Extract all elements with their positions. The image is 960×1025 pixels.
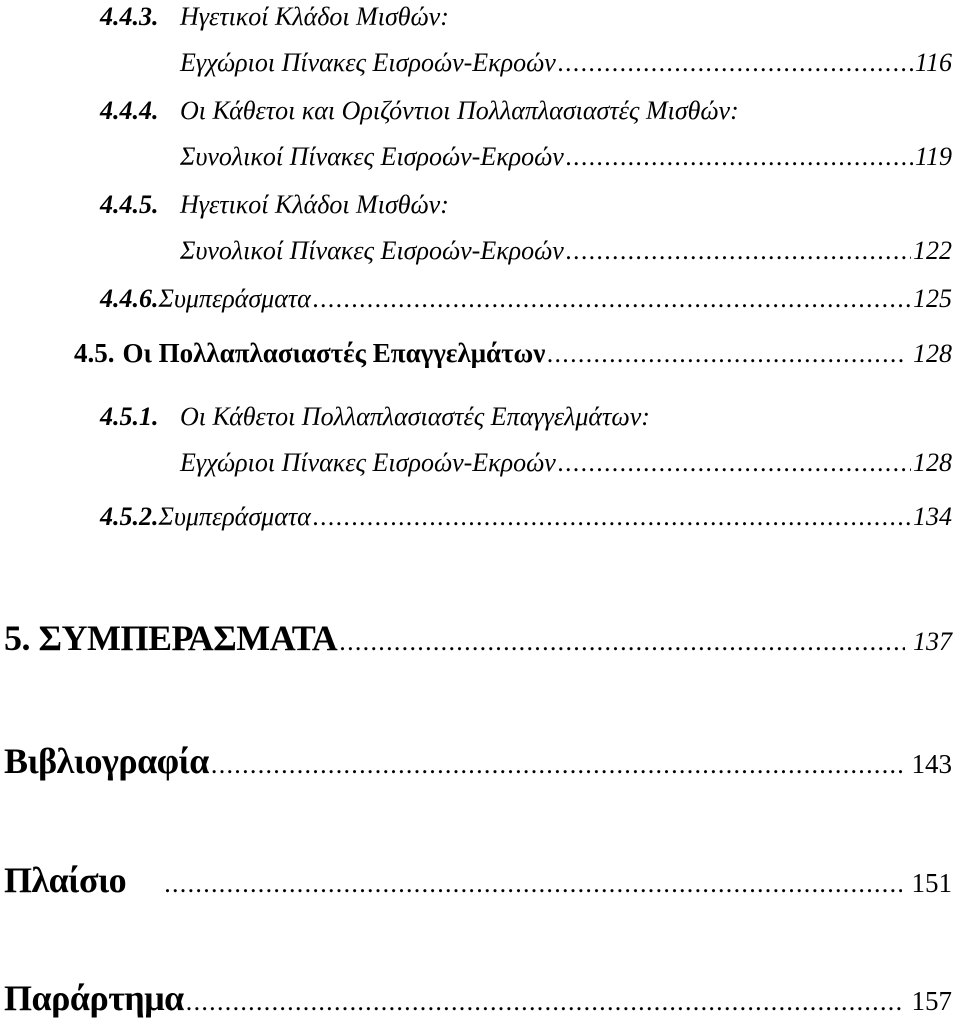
toc-entry-title: Συμπεράσματα [158, 284, 311, 313]
toc-entry-page: 125 [913, 284, 952, 313]
toc-entry-page: 157 [911, 986, 952, 1016]
dot-leader [162, 871, 901, 897]
toc-entry-title: Ηγετικοί Κλάδοι Μισθών: [180, 190, 449, 219]
toc-entry-4-5-2[interactable] [100, 504, 952, 530]
toc-entry-page: 134 [913, 502, 952, 531]
toc-entry-page: 122 [913, 236, 952, 265]
dot-leader [337, 629, 905, 655]
toc-entry-title: Ηγετικοί Κλάδοι Μισθών: [180, 2, 449, 31]
toc-entry-4-4-4-line2[interactable] [180, 144, 952, 170]
toc-entry-title: Οι Κάθετοι και Οριζόντιοι Πολλαπλασιαστές Μισθών: [180, 96, 739, 125]
toc-entry-chapter-5[interactable] [4, 620, 952, 656]
toc-entry-title: Εγχώριοι Πίνακες Εισροών-Εκροών [180, 448, 556, 477]
toc-entry-title: Οι Κάθετοι Πολλαπλασιαστές Επαγγελμάτων: [180, 402, 650, 431]
toc-entry-number: 4.4.6. [100, 284, 159, 313]
toc-entry-title: 5. ΣΥΜΠΕΡΑΣΜΑΤΑ [4, 618, 338, 658]
dot-leader [564, 238, 911, 264]
toc-entry-number: 4.4.4. [100, 96, 159, 125]
toc-entry-page: 116 [914, 48, 952, 77]
toc-entry-title: Βιβλιογραφία [4, 741, 209, 781]
dot-leader [556, 50, 913, 76]
dot-leader [564, 144, 913, 170]
toc-entry-title: Εγχώριοι Πίνακες Εισροών-Εκροών [180, 48, 556, 77]
toc-entry-4-4-3-line2[interactable] [180, 50, 952, 76]
toc-entry-4-5[interactable] [74, 340, 952, 367]
toc-entry-4-5-1-line2[interactable] [180, 450, 952, 476]
toc-entry-title: Συνολικοί Πίνακες Εισροών-Εκροών [180, 236, 564, 265]
toc-entry-number: 4.4.5. [100, 190, 159, 219]
toc-entry-number: 4.5.2. [100, 502, 159, 531]
toc-entry-number: 4.5.1. [100, 402, 159, 431]
toc-entry-title: Πλαίσιο [4, 860, 127, 900]
toc-entry-page: 137 [913, 627, 952, 656]
toc-entry-page: 128 [913, 448, 952, 477]
toc-entry-number: 4.4.3. [100, 2, 159, 31]
toc-entry-number: 4.5. [74, 338, 115, 368]
dot-leader [184, 989, 902, 1015]
toc-entry-title: Οι Πολλαπλασιαστές Επαγγελμάτων [122, 338, 546, 368]
toc-entry-title: Συμπεράσματα [158, 502, 311, 531]
toc-entry-page: 119 [914, 142, 952, 171]
dot-leader [311, 286, 911, 312]
toc-entry-appendix[interactable] [4, 980, 952, 1016]
toc-entry-4-4-4-line1[interactable] [100, 98, 952, 124]
toc-entry-plaisio[interactable] [4, 862, 952, 898]
dot-leader [556, 450, 911, 476]
toc-entry-4-4-6[interactable] [100, 286, 952, 312]
toc-entry-title: Συνολικοί Πίνακες Εισροών-Εκροών [180, 142, 564, 171]
toc-entry-title: Παράρτημα [4, 978, 184, 1018]
toc-entry-bibliography[interactable] [4, 743, 952, 779]
toc-entry-page: 128 [913, 339, 952, 368]
toc-entry-4-4-5-line2[interactable] [180, 238, 952, 264]
dot-leader [545, 341, 905, 367]
toc-entry-4-4-5-line1[interactable] [100, 192, 952, 218]
toc-entry-page: 151 [911, 868, 952, 898]
dot-leader [209, 752, 902, 778]
toc-entry-4-4-3-line1[interactable] [100, 4, 952, 30]
toc-entry-4-5-1-line1[interactable] [100, 404, 952, 430]
dot-leader [311, 504, 911, 530]
toc-entry-page: 143 [911, 749, 952, 779]
